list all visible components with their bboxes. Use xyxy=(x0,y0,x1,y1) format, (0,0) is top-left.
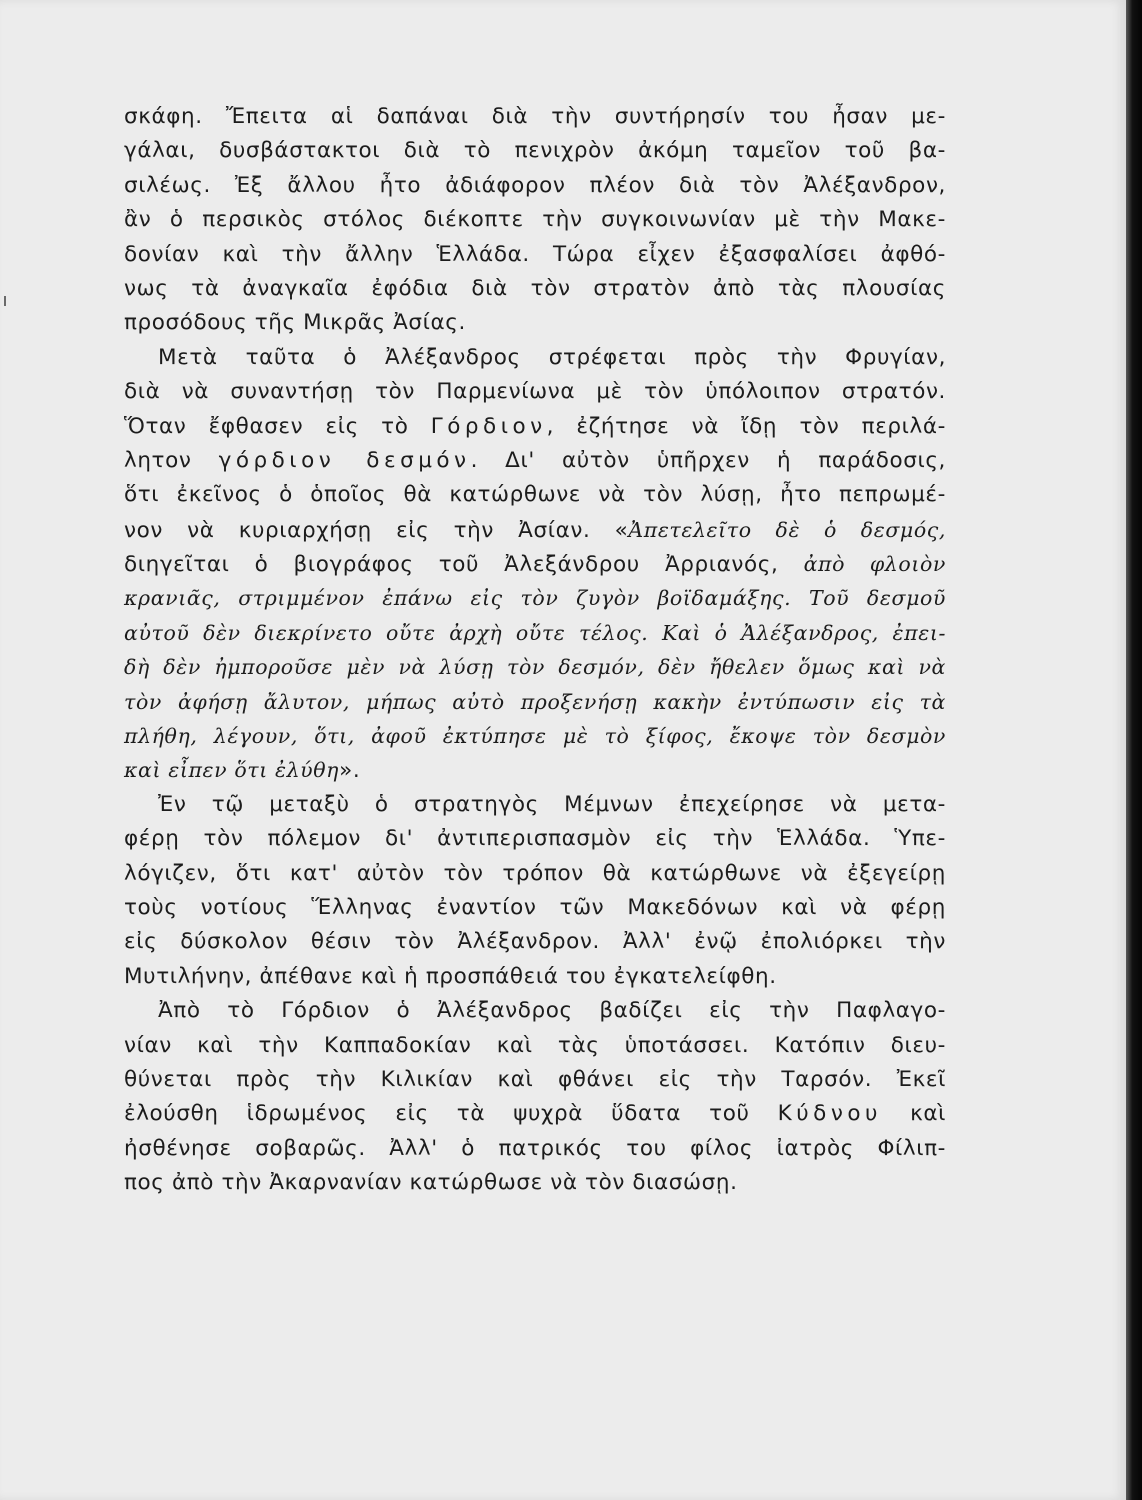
text-run: ἐλούσθη ἱδρωμένος εἰς τὰ ψυχρὰ ὕδατα τοῦ xyxy=(124,1101,778,1127)
page-edge-shadow xyxy=(1126,0,1142,1500)
text-run: διηγεῖται ὁ βιογράφος τοῦ Ἀλεξάνδρου Ἀρριανός, xyxy=(124,552,804,578)
text-run: λητον xyxy=(124,447,219,473)
quote-run: Ἀπετελεῖτο δὲ ὁ δεσμός, xyxy=(628,517,946,542)
text-line: Μυτιλήνην, ἀπέθανε καὶ ἡ προσπάθειά του ἐγκατελείφθη. xyxy=(124,963,777,989)
text-line xyxy=(124,444,946,478)
spaced-term: Γόρδιον xyxy=(430,413,547,439)
text-run: Ὅταν ἔφθασεν εἰς τὸ xyxy=(124,413,431,439)
text-run: . Δι' αὐτὸν ὑπῆρχεν ἡ παράδοσις, xyxy=(470,447,946,473)
text-run: , ἐζήτησε νὰ ἴδῃ τὸν περιλά- xyxy=(546,413,946,439)
quote-line: τὸν ἀφήσῃ ἄλυτον, μήπως αὐτὸ προξενήσῃ κακὴν ἐντύπωσιν εἰς τὰ xyxy=(124,689,946,714)
text-line: ἠσθένησε σοβαρῶς. Ἀλλ' ὁ πατρικός του φίλος ἰατρὸς Φίλιπ- xyxy=(124,1135,946,1161)
text-line: διὰ νὰ συναντήσῃ τὸν Παρμενίωνα μὲ τὸν ὑπόλοιπον στρατόν. xyxy=(124,379,946,405)
page-text xyxy=(124,100,946,1201)
text-run: καὶ xyxy=(881,1101,946,1127)
text-line: νως τὰ ἀναγκαῖα ἐφόδια διὰ τὸν στρατὸν ἀπὸ τὰς πλουσίας xyxy=(124,275,946,301)
text-run: νον νὰ κυριαρχήσῃ εἰς τὴν Ἀσίαν. « xyxy=(124,517,629,543)
text-line: γάλαι, δυσβάστακτοι διὰ τὸ πενιχρὸν ἀκόμη ταμεῖον τοῦ βα- xyxy=(124,138,946,164)
text-line: Ἐν τῷ μεταξὺ ὁ στρατηγὸς Μέμνων ἐπεχείρησε νὰ μετα- xyxy=(158,791,946,817)
text-line xyxy=(124,547,946,581)
quote-line: δὴ δὲν ἠμποροῦσε μὲν νὰ λύσῃ τὸν δεσμόν, δὲν ἤθελεν ὅμως καὶ νὰ xyxy=(124,655,946,680)
text-line: θύνεται πρὸς τὴν Κιλικίαν καὶ φθάνει εἰς τὴν Ταρσόν. Ἐκεῖ xyxy=(124,1066,946,1092)
text-line: Μετὰ ταῦτα ὁ Ἀλέξανδρος στρέφεται πρὸς τὴν Φρυγίαν, xyxy=(158,344,946,370)
margin-mark xyxy=(4,296,6,306)
quote-line: κρανιᾶς, στριμμένον ἐπάνω εἰς τὸν ζυγὸν βοϊδαμάξης. Τοῦ δεσμοῦ xyxy=(124,586,946,611)
text-line xyxy=(124,513,946,547)
text-line: φέρῃ τὸν πόλεμον δι' ἀντιπερισπασμὸν εἰς τὴν Ἑλλάδα. Ὑπε- xyxy=(124,826,946,852)
quote-line: πλήθη, λέγουν, ὅτι, ἀφοῦ ἐκτύπησε μὲ τὸ ξίφος, ἔκοψε τὸν δεσμὸν xyxy=(124,724,946,749)
text-line xyxy=(124,410,946,444)
text-line xyxy=(124,1097,946,1131)
text-line: ἂν ὁ περσικὸς στόλος διέκοπτε τὴν συγκοινωνίαν μὲ τὴν Μακε- xyxy=(124,207,946,233)
text-line: προσόδους τῆς Μικρᾶς Ἀσίας. xyxy=(124,310,466,336)
quote-line: αὐτοῦ δὲν διεκρίνετο οὔτε ἀρχὴ οὔτε τέλος. Καὶ ὁ Ἀλέξανδρος, ἐπει- xyxy=(124,620,946,645)
quote-run: καὶ εἶπεν ὅτι ἐλύθη xyxy=(124,758,340,783)
text-line: νίαν καὶ τὴν Καππαδοκίαν καὶ τὰς ὑποτάσσει. Κατόπιν διευ- xyxy=(124,1032,946,1058)
text-line xyxy=(124,753,946,787)
text-line: Ἀπὸ τὸ Γόρδιον ὁ Ἀλέξανδρος βαδίζει εἰς τὴν Παφλαγο- xyxy=(158,998,946,1024)
text-line: σιλέως. Ἐξ ἄλλου ἦτο ἀδιάφορον πλέον διὰ τὸν Ἀλέξανδρον, xyxy=(124,172,946,198)
text-run: ». xyxy=(339,758,361,784)
text-line: λόγιζεν, ὅτι κατ' αὐτὸν τὸν τρόπον θὰ κατώρθωνε νὰ ἐξεγείρῃ xyxy=(124,860,946,886)
text-line: τοὺς νοτίους Ἕλληνας ἐναντίον τῶν Μακεδόνων καὶ νὰ φέρῃ xyxy=(124,894,946,920)
text-line: πος ἀπὸ τὴν Ἀκαρνανίαν κατώρθωσε νὰ τὸν διασώσῃ. xyxy=(124,1170,738,1196)
spaced-term: Κύδνου xyxy=(777,1101,882,1127)
spaced-term: γόρδιον δεσμόν xyxy=(218,447,471,473)
text-line: δονίαν καὶ τὴν ἄλλην Ἑλλάδα. Τώρα εἶχεν ἐξασφαλίσει ἀφθό- xyxy=(124,241,946,267)
text-line: σκάφη. Ἔπειτα αἱ δαπάναι διὰ τὴν συντήρησίν του ἦσαν με- xyxy=(124,104,946,129)
text-line: εἰς δύσκολον θέσιν τὸν Ἀλέξανδρον. Ἀλλ' ἐνῷ ἐπολιόρκει τὴν xyxy=(124,929,946,955)
text-line: ὅτι ἐκεῖνος ὁ ὁποῖος θὰ κατώρθωνε νὰ τὸν λύσῃ, ἦτο πεπρωμέ- xyxy=(124,482,946,508)
quote-run: ἀπὸ φλοιὸν xyxy=(803,552,946,577)
